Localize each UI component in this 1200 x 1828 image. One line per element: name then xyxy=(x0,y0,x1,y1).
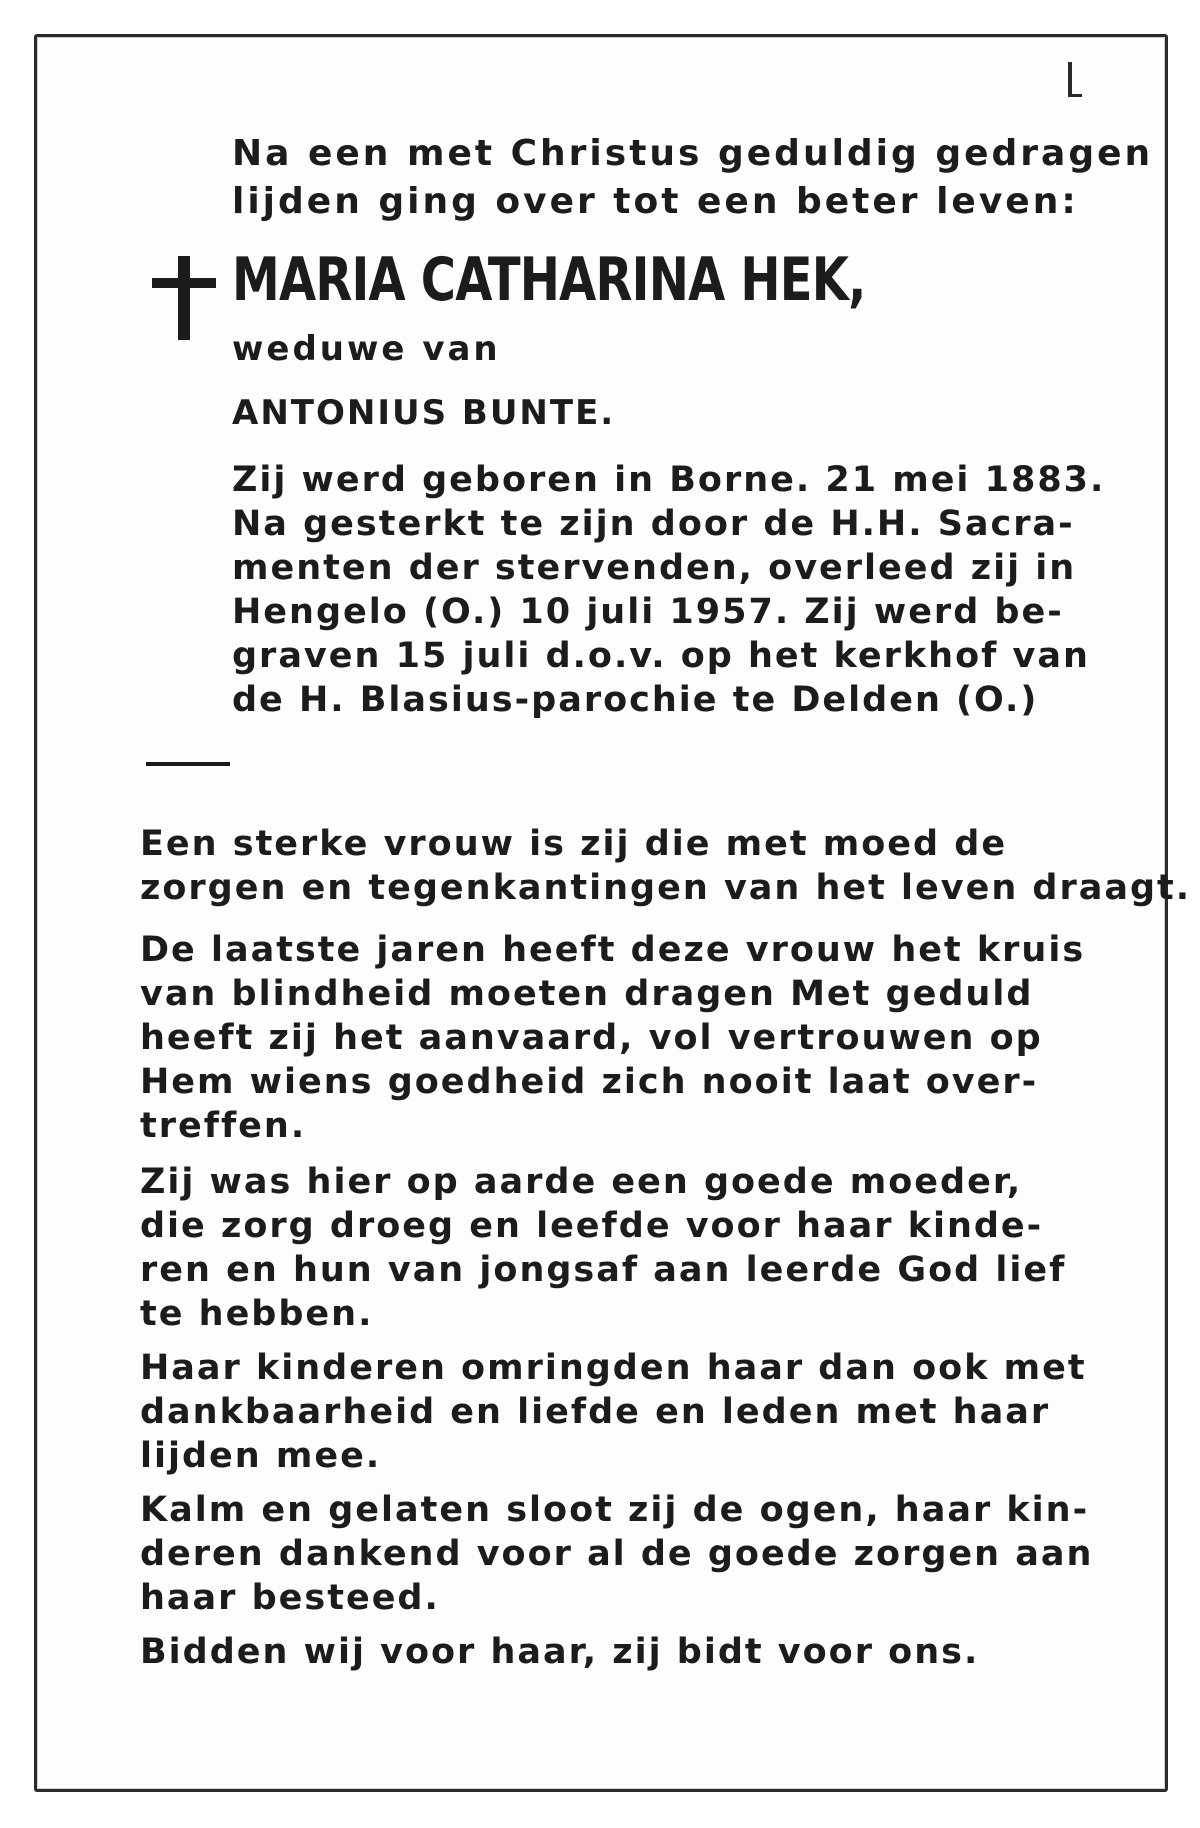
husband-name: ANTONIUS BUNTE. xyxy=(232,393,616,433)
paragraph-strong-woman xyxy=(140,822,1191,910)
biography-line: Na gesterkt te zijn door de H.H. Sacra- xyxy=(232,504,1075,544)
biography-line: Zij werd geboren in Borne. 21 mei 1883. xyxy=(232,460,1106,500)
paragraph-line: Haar kinderen omringden haar dan ook met xyxy=(140,1348,1087,1388)
paragraph-line: die zorg droeg en leefde voor haar kinde- xyxy=(140,1206,1044,1246)
paragraph-line: Kalm en gelaten sloot zij de ogen, haar kin- xyxy=(140,1490,1090,1530)
paragraph-line: ren en hun van jongsaf aan leerde God lief xyxy=(140,1250,1067,1290)
intro-text xyxy=(232,130,1153,226)
paragraph-line: lijden mee. xyxy=(140,1436,382,1476)
paragraph-line: Hem wiens goedheid zich nooit laat over- xyxy=(140,1062,1039,1102)
paragraph-line: zorgen en tegenkantingen van het leven draagt. xyxy=(140,868,1192,908)
biography-line: graven 15 juli d.o.v. op het kerkhof van xyxy=(232,636,1090,676)
paragraph-line: treffen. xyxy=(140,1106,307,1146)
deceased-name: MARIA CATHARINA HEK, xyxy=(232,245,866,315)
biography xyxy=(232,458,1105,722)
biography-line: menten der stervenden, overleed zij in xyxy=(232,548,1077,588)
paragraph-children xyxy=(140,1346,1087,1478)
paragraph-line: Bidden wij voor haar, zij bidt voor ons. xyxy=(140,1632,980,1672)
cross-icon xyxy=(152,256,216,340)
paragraph-line: te hebben. xyxy=(140,1294,374,1334)
paragraph-peaceful xyxy=(140,1488,1093,1620)
widow-of-label: weduwe van xyxy=(232,329,501,369)
section-divider xyxy=(146,762,230,766)
paragraph-line: haar besteed. xyxy=(140,1578,440,1618)
paragraph-line: De laatste jaren heeft deze vrouw het kruis xyxy=(140,930,1086,970)
paragraph-line: Een sterke vrouw is zij die met moed de xyxy=(140,824,1008,864)
paragraph-prayer xyxy=(140,1630,979,1674)
paragraph-mother xyxy=(140,1160,1066,1336)
paragraph-line: Zij was hier op aarde een goede moeder, xyxy=(140,1162,1023,1202)
scan-mark xyxy=(1068,94,1082,97)
intro-line: Na een met Christus geduldig gedragen xyxy=(232,133,1154,174)
paragraph-line: heeft zij het aanvaard, vol vertrouwen op xyxy=(140,1018,1043,1058)
biography-line: de H. Blasius-parochie te Delden (O.) xyxy=(232,680,1039,720)
paragraph-line: van blindheid moeten dragen Met geduld xyxy=(140,974,1034,1014)
paragraph-line: dankbaarheid en liefde en leden met haar xyxy=(140,1392,1051,1432)
paragraph-line: deren dankend voor al de goede zorgen aan xyxy=(140,1534,1094,1574)
intro-line: lijden ging over tot een beter leven: xyxy=(232,181,1079,222)
biography-line: Hengelo (O.) 10 juli 1957. Zij werd be- xyxy=(232,592,1064,632)
scan-mark xyxy=(1068,62,1072,96)
paragraph-blindness xyxy=(140,928,1085,1148)
